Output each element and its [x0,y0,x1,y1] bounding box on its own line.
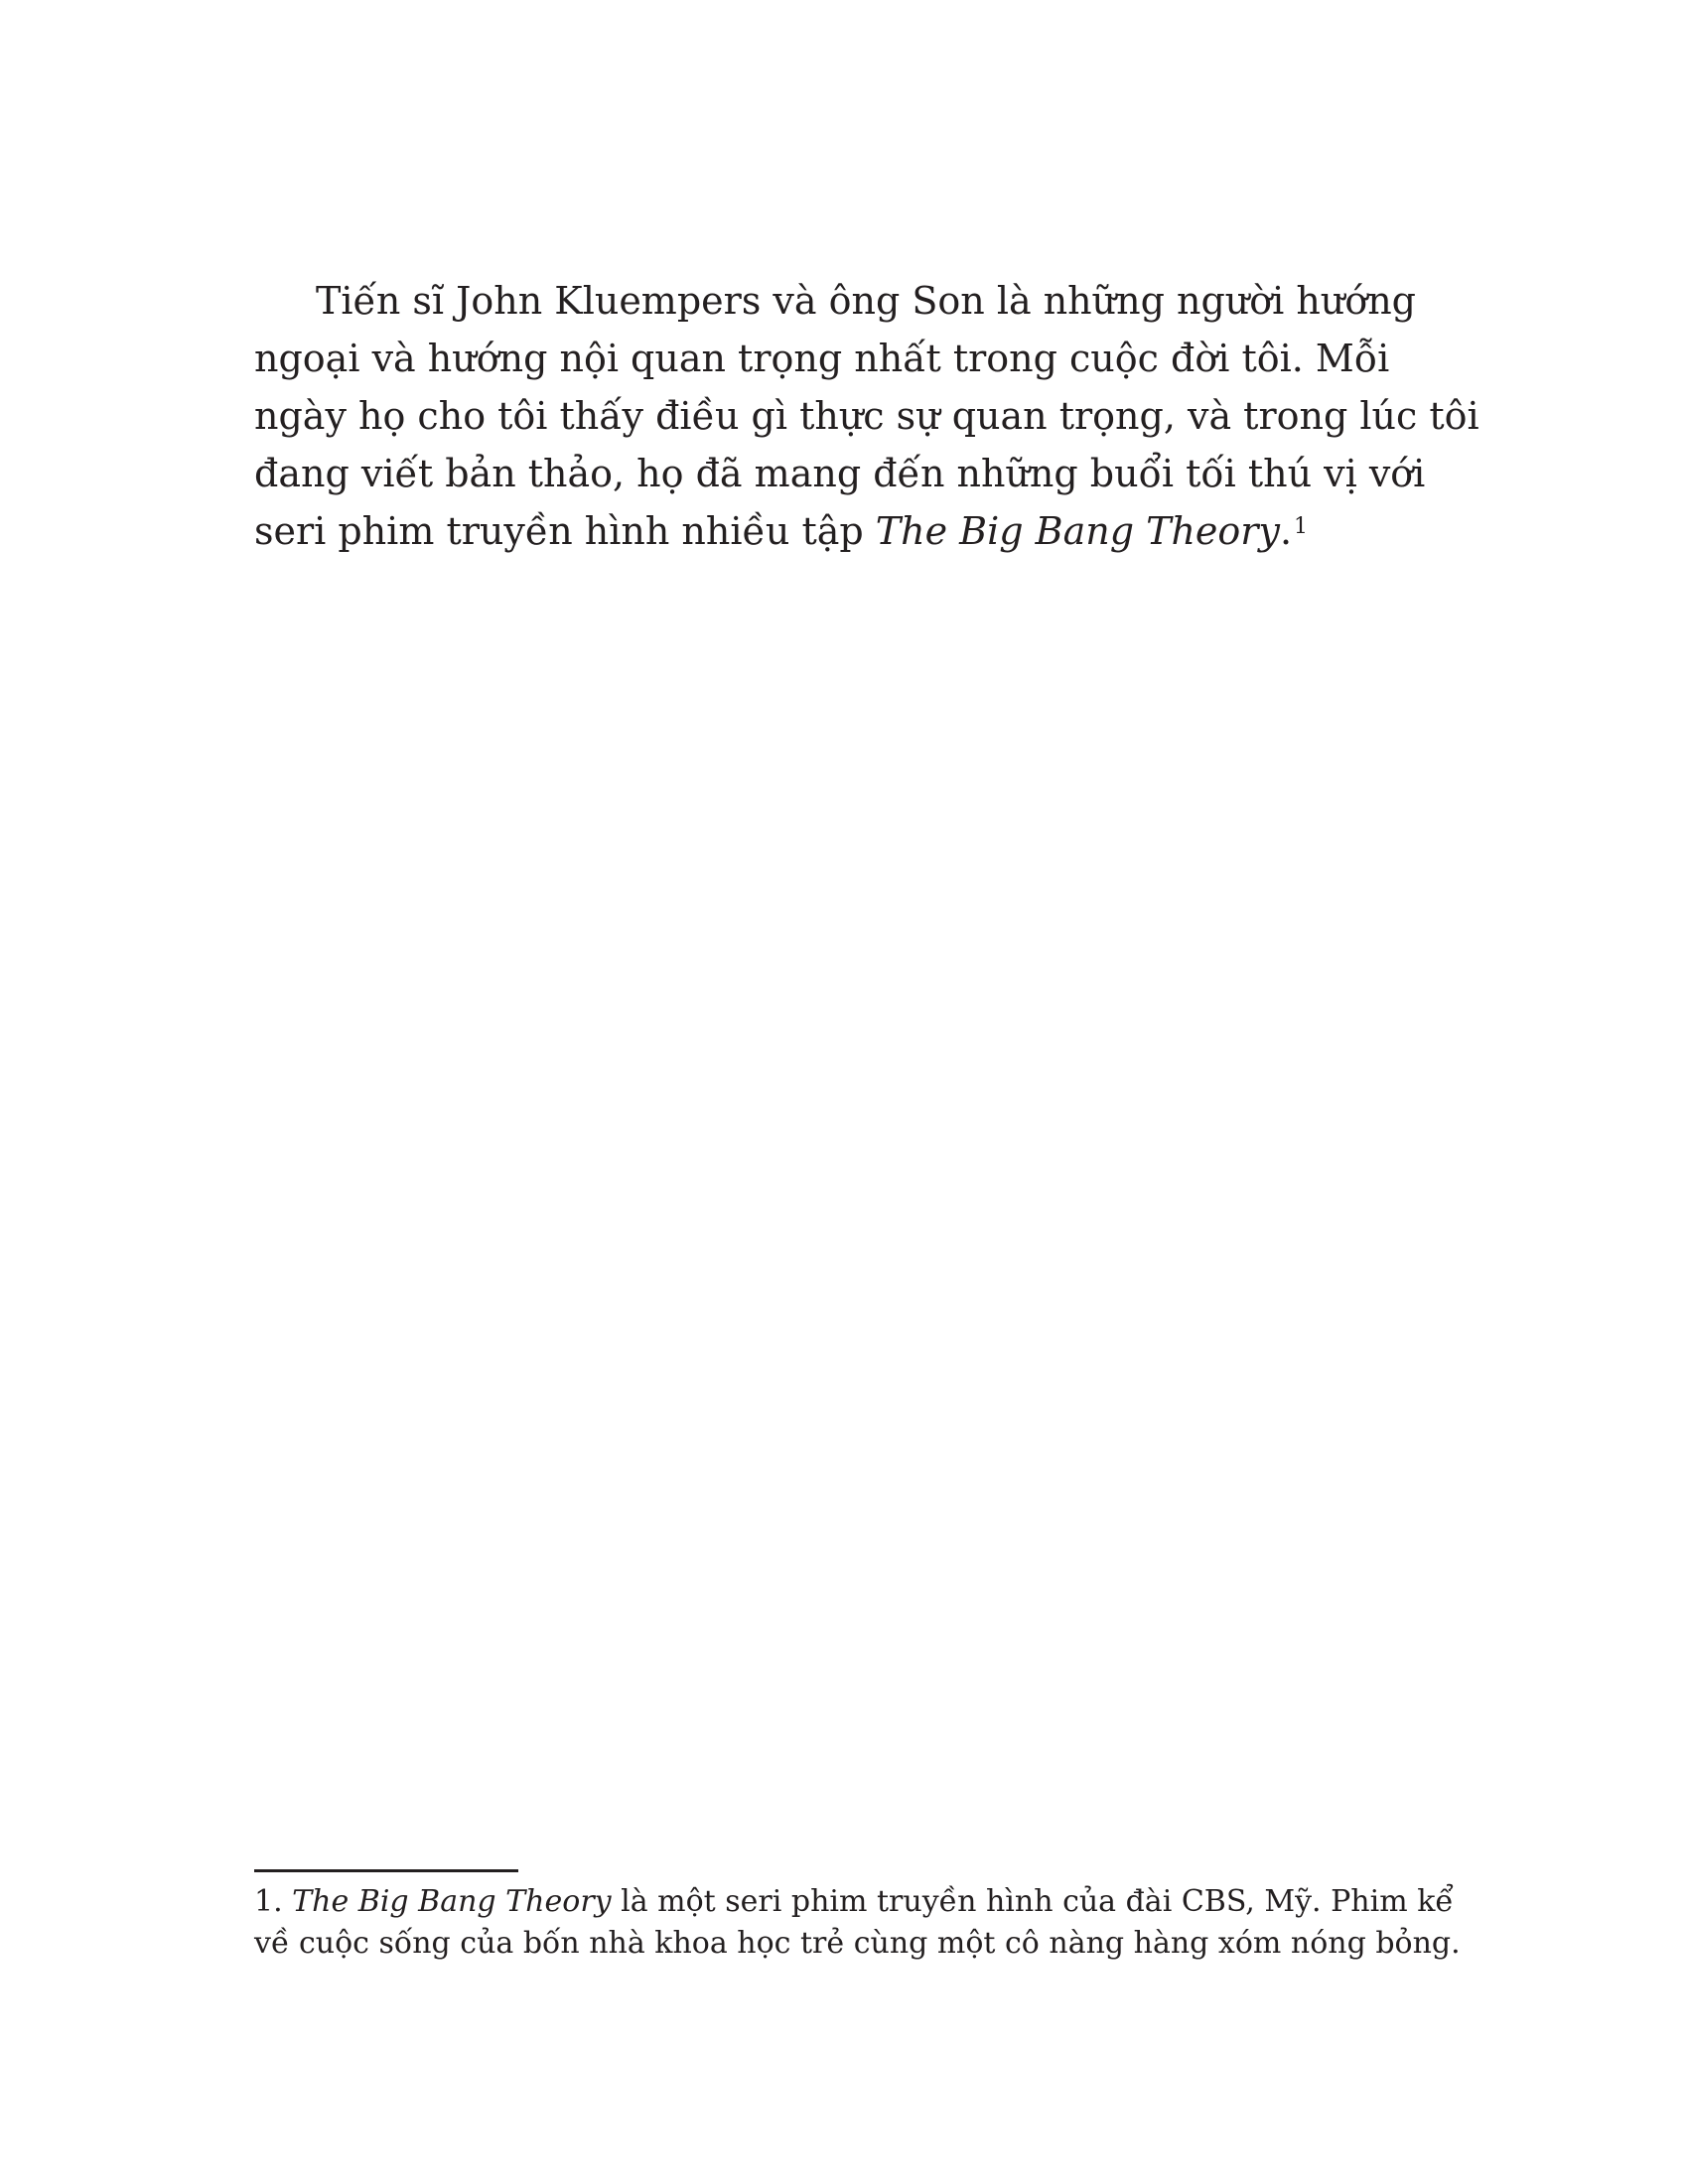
show-title: The Big Bang Theory [875,509,1280,553]
paragraph-line-5 [254,502,1382,560]
paragraph-line-4: đang viết bản thảo, họ đã mang đến những buổi tối thú vị với [254,452,1426,495]
paragraph-line-1: Tiến sĩ John Kluempers và ông Son là những người hướng [316,279,1417,323]
body-paragraph [254,272,1479,560]
footnote-line-2: về cuộc sống của bốn nhà khoa học trẻ cùng một cô nàng hàng xóm nóng bỏng. [254,1926,1461,1961]
footnote [254,1881,1461,1965]
footnote-line-1 [254,1881,1454,1923]
paragraph-line-2: ngoại và hướng nội quan trọng nhất trong cuộc đời tôi. Mỗi [254,337,1390,380]
footnote-reference[interactable]: 1 [1294,514,1309,539]
paragraph-line-3: ngày họ cho tôi thấy điều gì thực sự quan trọng, và trong lúc tôi [254,394,1479,438]
footnote-show-title: The Big Bang Theory [292,1884,612,1919]
paragraph-line-5-suffix: . [1279,509,1293,553]
paragraph-line-5-prefix: seri phim truyền hình nhiều tập [254,509,876,553]
footnote-number: 1. [254,1884,293,1919]
footnote-separator [254,1869,518,1872]
footnote-line-1-rest: là một seri phim truyền hình của đài CBS, Mỹ. Phim kể [611,1884,1454,1919]
